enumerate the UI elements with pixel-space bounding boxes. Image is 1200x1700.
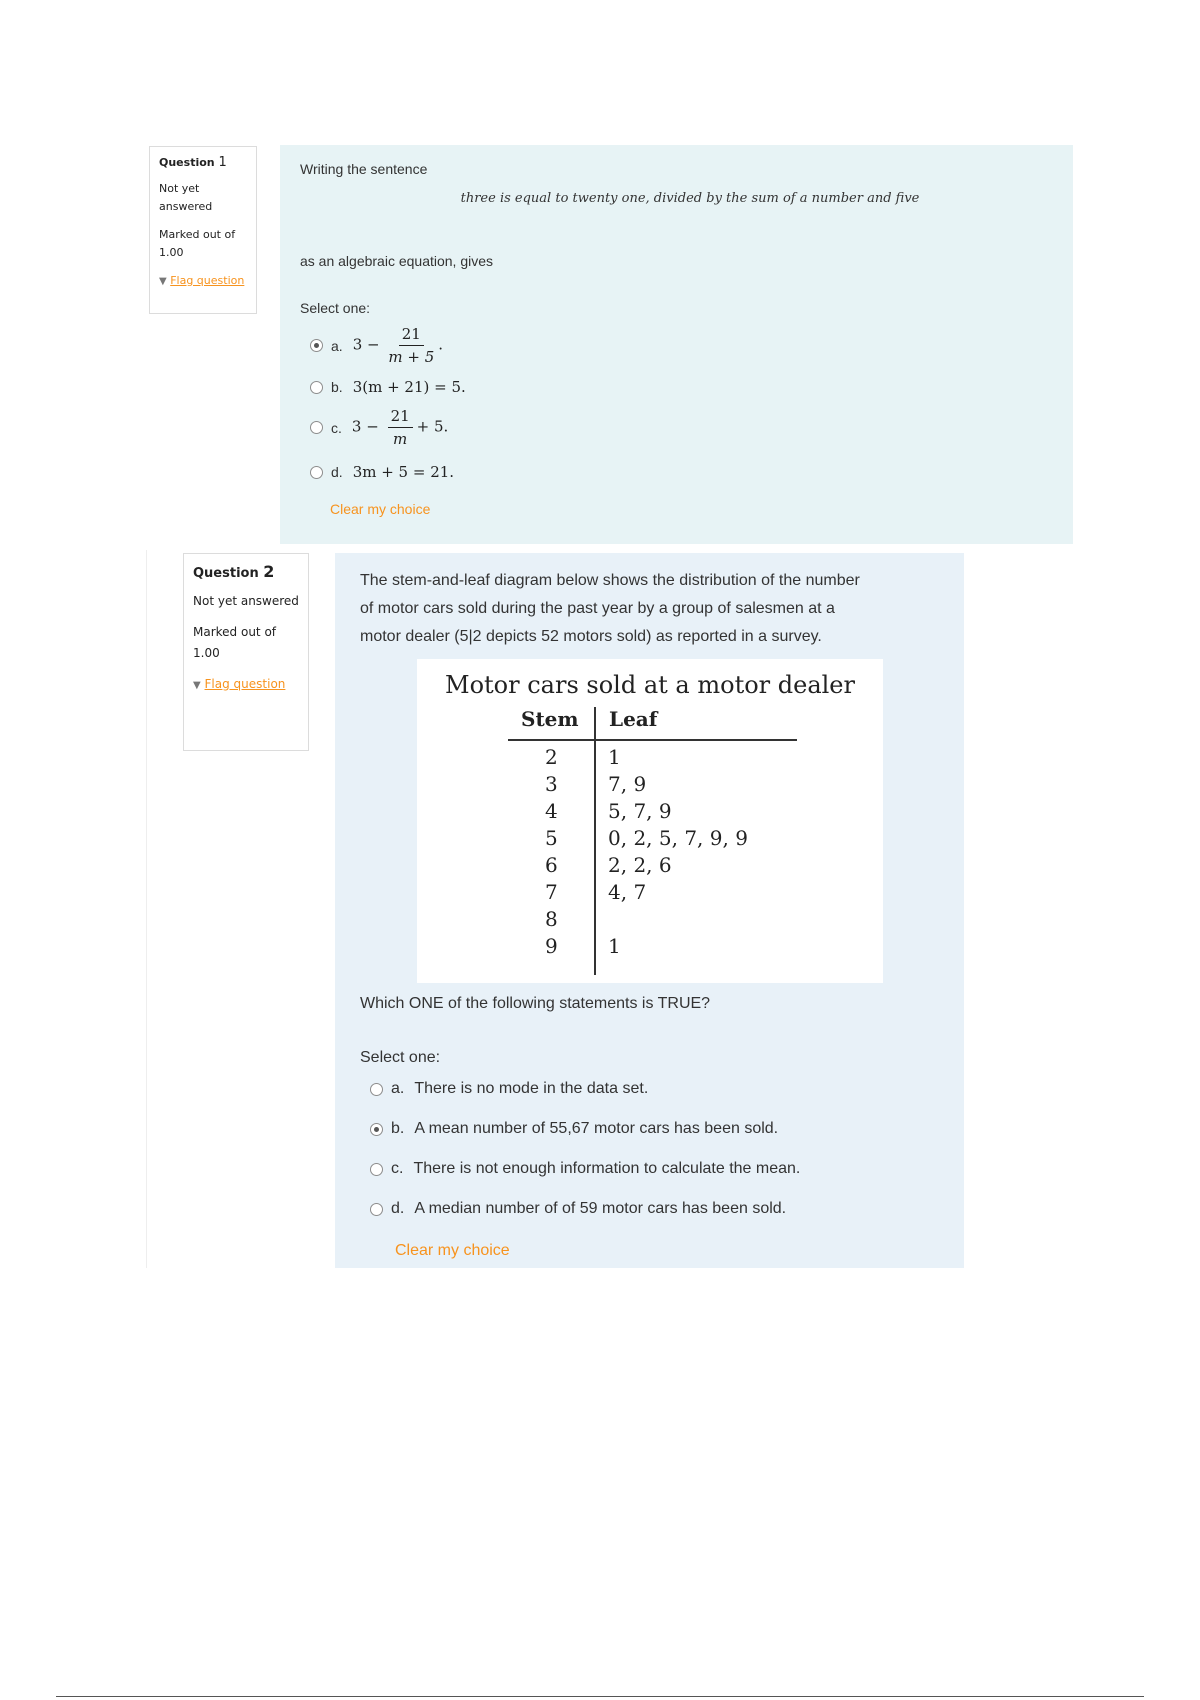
question-1-option-b[interactable]: b. 3(m + 21) = 5. bbox=[310, 378, 466, 396]
flag-question-link[interactable]: Flag question bbox=[170, 274, 245, 287]
question-2-option-d[interactable]: d. A median number of of 59 motor cars has been sold. bbox=[370, 1200, 786, 1218]
question-2-number: Question 2 bbox=[193, 562, 275, 581]
question-2-option-a[interactable]: a. There is no mode in the data set. bbox=[370, 1080, 648, 1098]
stem-value: 2 bbox=[545, 745, 558, 769]
header-rule bbox=[508, 739, 797, 741]
option-d-text: A median number of of 59 motor cars has been sold. bbox=[414, 1200, 787, 1217]
leaf-value: 1 bbox=[608, 934, 621, 958]
leaf-value: 7, 9 bbox=[608, 772, 647, 796]
question-2-clear-choice[interactable]: Clear my choice bbox=[395, 1242, 510, 1259]
option-c-radio[interactable] bbox=[310, 421, 323, 434]
question-1-state: Not yet answered bbox=[159, 182, 213, 213]
leaf-value: 0, 2, 5, 7, 9, 9 bbox=[608, 826, 748, 850]
stem-value: 7 bbox=[545, 880, 558, 904]
page-bottom-rule bbox=[56, 1696, 1144, 1697]
option-a-text: There is no mode in the data set. bbox=[414, 1080, 649, 1097]
question-1-clear-choice[interactable]: Clear my choice bbox=[330, 501, 431, 517]
stem-value: 9 bbox=[545, 934, 558, 958]
option-b-text: A mean number of 55,67 motor cars has been sold. bbox=[414, 1120, 779, 1137]
question-1-option-a[interactable]: a. 3 − $\frac{21}{m + 5}$ . bbox=[310, 325, 443, 366]
option-a-radio[interactable] bbox=[370, 1083, 383, 1096]
stem-value: 6 bbox=[545, 853, 558, 877]
question-2-select-one: Select one: bbox=[360, 1049, 441, 1066]
flag-icon: ▼ bbox=[193, 680, 201, 691]
option-c-radio[interactable] bbox=[370, 1163, 383, 1176]
question-2-question: Which ONE of the following statements is TRUE? bbox=[360, 995, 711, 1012]
question-2-option-c[interactable]: c. There is not enough information to calculate the mean. bbox=[370, 1160, 800, 1178]
page-margin-line bbox=[146, 550, 147, 1268]
question-1-info bbox=[149, 146, 257, 314]
leaf-value: 4, 7 bbox=[608, 880, 647, 904]
leaf-value: 2, 2, 6 bbox=[608, 853, 672, 877]
question-1-prompt-line2: as an algebraic equation, gives bbox=[300, 253, 494, 269]
question-1-option-c[interactable]: c. 3 − $\frac{21}{m}$ + 5. bbox=[310, 407, 448, 448]
leaf-value: 1 bbox=[608, 745, 621, 769]
leaf-value: 5, 7, 9 bbox=[608, 799, 672, 823]
stem-value: 4 bbox=[545, 799, 558, 823]
question-2-info bbox=[183, 553, 309, 751]
stem-leaf-title: Motor cars sold at a motor dealer bbox=[445, 671, 855, 699]
question-2-content bbox=[335, 553, 964, 1268]
option-a-radio[interactable] bbox=[310, 339, 323, 352]
question-1-flag[interactable] bbox=[159, 272, 247, 291]
flag-question-link[interactable]: Flag question bbox=[204, 677, 286, 691]
option-d-math: 3m + 5 = 21. bbox=[352, 463, 455, 481]
question-1-number: Question 1 bbox=[159, 155, 227, 170]
question-1-content bbox=[280, 145, 1073, 544]
option-c-text: There is not enough information to calculate the mean. bbox=[413, 1160, 801, 1177]
option-d-radio[interactable] bbox=[370, 1203, 383, 1216]
stem-value: 3 bbox=[545, 772, 558, 796]
option-b-radio[interactable] bbox=[310, 381, 323, 394]
stem-leaf-table bbox=[417, 659, 883, 983]
question-1-sentence: three is equal to twenty one, divided by the sum of a number and five bbox=[460, 191, 920, 206]
option-b-radio[interactable] bbox=[370, 1123, 383, 1136]
flag-icon: ▼ bbox=[159, 276, 167, 287]
question-1-select-one: Select one: bbox=[300, 300, 371, 316]
option-b-math: 3(m + 21) = 5. bbox=[352, 378, 466, 396]
question-1-grade: Marked out of 1.00 bbox=[159, 228, 236, 259]
question-2-intro: The stem-and-leaf diagram below shows the distribution of the number of motor cars sold during the past year by a group of salesmen at a motor dealer (5|2 depicts 52 motors sold) as reported in a survey. bbox=[360, 572, 860, 645]
question-2-flag[interactable] bbox=[193, 674, 299, 696]
stem-value: 5 bbox=[545, 826, 558, 850]
stem-value: 8 bbox=[545, 907, 558, 931]
stem-header: Stem bbox=[521, 707, 579, 731]
question-2-grade: Marked out of 1.00 bbox=[193, 625, 277, 660]
option-c-math: 3 − $\frac{21}{m}$ + 5. bbox=[351, 407, 449, 448]
leaf-header: Leaf bbox=[609, 707, 658, 731]
option-d-radio[interactable] bbox=[310, 466, 323, 479]
question-2-option-b[interactable]: b. A mean number of 55,67 motor cars has been sold. bbox=[370, 1120, 778, 1138]
question-1-prompt-line1: Writing the sentence bbox=[300, 161, 428, 177]
option-a-math: 3 − $\frac{21}{m + 5}$ . bbox=[352, 325, 444, 366]
question-2-state: Not yet answered bbox=[193, 594, 299, 608]
stem-divider bbox=[594, 707, 596, 975]
question-1-option-d[interactable]: d. 3m + 5 = 21. bbox=[310, 463, 454, 481]
